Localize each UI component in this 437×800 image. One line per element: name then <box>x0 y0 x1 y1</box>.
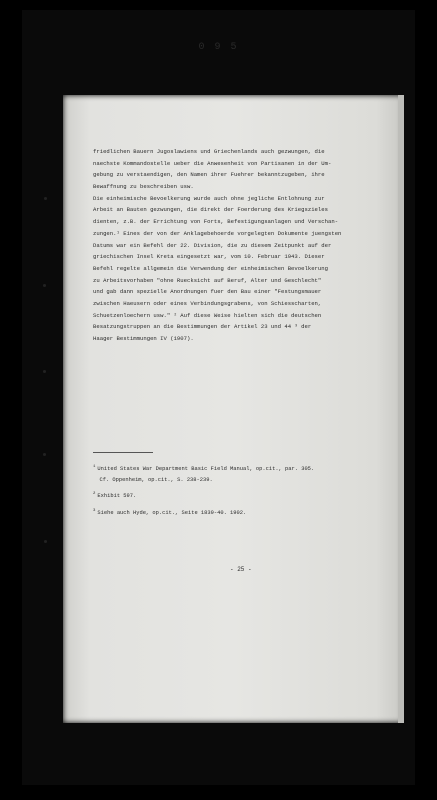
text-line: Bewaffnung zu beschreiben usw. <box>93 183 194 191</box>
punch-hole <box>43 453 46 456</box>
footnote-number: 3 <box>93 508 96 513</box>
footnotes <box>93 462 373 522</box>
text-line: Schuetzenloechern usw." ² Auf diese Weise hielten sich die deutschen <box>93 311 322 319</box>
footnote-text: United States War Department Basic Field Manual, op.cit., par. 305. <box>97 466 315 472</box>
footnote-rule <box>93 452 153 453</box>
text-line: Arbeit an Bauten gezwungen, die direkt der Foerderung des Kriegszieles <box>93 206 328 214</box>
footnote-1 <box>93 462 373 485</box>
text-line: naechste Kommandostelle ueber die Anwesenheit von Partisanen in der Um- <box>93 159 332 167</box>
top-page-mark: 0 9 5 <box>198 42 239 53</box>
footnote-2 <box>93 489 373 502</box>
text-line: Befehl regelte allgemein die Verwendung der einheimischen Bevoelkerung <box>93 264 328 272</box>
footnote-3 <box>93 506 373 519</box>
body-text <box>93 146 363 345</box>
page-edge <box>398 95 404 723</box>
footnote-text: Siehe auch Hyde, op.cit., Seite 1839-40. 1902. <box>97 509 247 516</box>
text-line: Datums war ein Befehl der 22. Division, die zu diesem Zeitpunkt auf der <box>93 241 332 249</box>
footnote-text: Cf. Oppenheim, op.cit., S. 238-239. <box>99 476 213 483</box>
text-line: zu Arbeitsvorhaben "ohne Ruecksicht auf Beruf, Alter und Geschlecht" <box>93 276 322 284</box>
text-line: Haager Bestimmungen IV (1907). <box>93 335 194 342</box>
footnote-text: Exhibit 597. <box>97 493 137 499</box>
footnote-number: 2 <box>93 492 96 496</box>
text-line: Besatzungstruppen an die Bestimmungen der Artikel 23 und 44 ³ der <box>93 323 312 331</box>
punch-hole <box>43 370 46 373</box>
punch-hole <box>44 197 47 200</box>
text-line: und gab dann spezielle Anordnungen fuer den Bau einer "Festungsmauer <box>93 288 322 296</box>
text-line: friedlichen Bauern Jugoslawiens und Griechenlands auch gezwungen, die <box>93 148 325 155</box>
footnote-number: 1 <box>93 465 96 469</box>
text-line: griechischen Insel Kreta eingesetzt war, vom 10. Februar 1943. Dieser <box>93 253 325 261</box>
text-line: Die einheimische Bevoelkerung wurde auch ohne jegliche Entlohnung zur <box>93 194 325 202</box>
text-line: dienten, z.B. der Errichtung von Forts, Befestigungsanlagen und Verschan- <box>93 218 339 226</box>
text-line: zwischen Haeusern oder eines Verbindungsgrabens, von Schiesscharten, <box>93 299 322 307</box>
text-line: zungen.¹ Eines der von der Anklagebehoerde vorgelegten Dokumente juengsten <box>93 229 342 237</box>
page-number: - 25 - <box>230 566 252 573</box>
punch-hole <box>44 540 47 543</box>
punch-hole <box>43 284 46 287</box>
text-line: gebung zu verstaendigen, den Namen ihrer Fuehrer bekanntzugeben, ihre <box>93 171 325 179</box>
